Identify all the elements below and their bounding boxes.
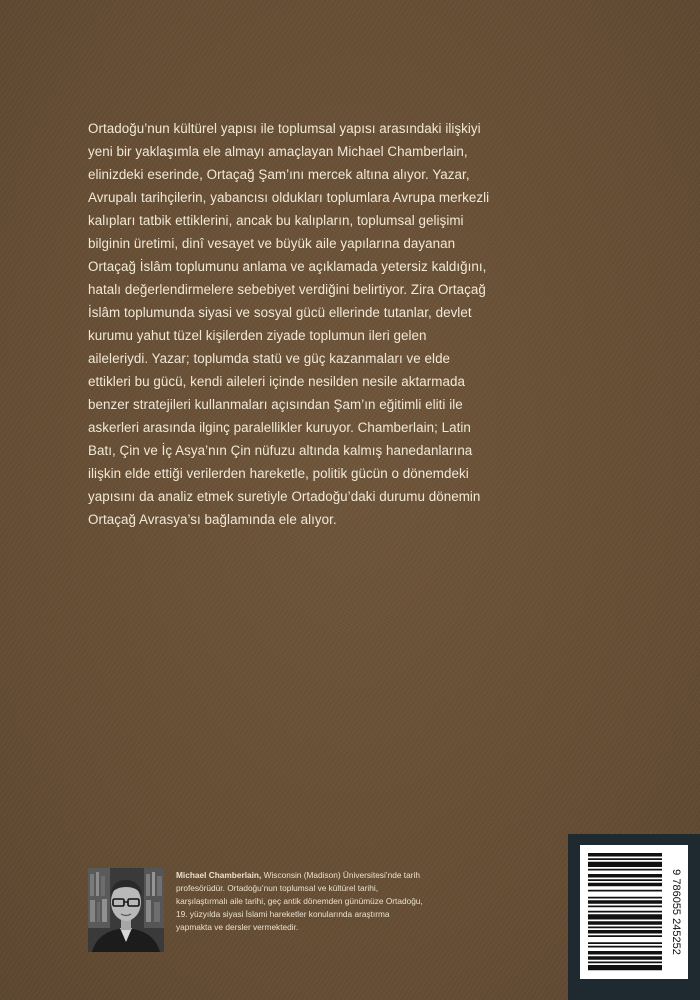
barcode-bar xyxy=(588,965,662,970)
barcode-bar xyxy=(588,927,662,929)
author-bio-line xyxy=(176,869,506,882)
blurb-line: aileleriydi. Yazar; toplumda statü ve güç kazanmaları ve elde xyxy=(88,351,451,366)
barcode-bar xyxy=(588,853,662,857)
blurb-line: benzer stratejileri kullanmaları açısından Şam’ın eğitimli eliti ile xyxy=(88,397,463,412)
barcode-bar xyxy=(588,930,662,934)
barcode-bar xyxy=(588,883,662,887)
blurb-line: Ortaçağ İslâm toplumunu anlama ve açıklamada yetersiz kaldığını, xyxy=(88,259,487,274)
barcode-number: 9 786055 245252 xyxy=(670,869,682,955)
barcode-bar xyxy=(588,962,662,964)
barcode-bar xyxy=(588,942,662,944)
author-photo xyxy=(88,868,164,952)
blurb-line: Avrupalı tarihçilerin, yabancısı oldukları toplumlara Avrupa merkezli xyxy=(88,190,490,205)
barcode-bar xyxy=(588,906,662,908)
author-name: Michael Chamberlain, xyxy=(176,870,262,880)
author-bio-line: yapmakta ve dersler vermektedir. xyxy=(176,922,299,932)
barcode-bar xyxy=(588,911,662,913)
back-cover-blurb xyxy=(88,117,618,531)
author-bio-text: Wisconsin (Madison) Üniversitesi’nde tarih xyxy=(261,870,420,880)
blurb-line: kurumu yahut tüzel kişilerden ziyade toplumun ileri gelen xyxy=(88,328,427,343)
blurb-line: bilginin üretimi, dinî vesayet ve büyük aile yapılarına dayanan xyxy=(88,236,456,251)
blurb-line: askerleri arasında ilginç paralellikler kuruyor. Chamberlain; Latin xyxy=(88,420,471,435)
barcode-bar xyxy=(588,858,662,860)
author-bio xyxy=(176,869,506,934)
barcode-bar xyxy=(588,956,662,960)
blurb-line: elinizdeki eserinde, Ortaçağ Şam’ını mercek altına alıyor. Yazar, xyxy=(88,167,470,182)
author-bio-line: karşılaştırmalı aile tarihi, geç antik dönemden günümüze Ortadoğu, xyxy=(176,896,423,906)
barcode-bar xyxy=(588,879,662,881)
barcode-bar xyxy=(588,935,662,937)
barcode-bar xyxy=(588,869,662,871)
blurb-line: yeni bir yaklaşımla ele almayı amaçlayan Michael Chamberlain, xyxy=(88,144,468,159)
blurb-line: İslâm toplumunda siyasi ve sosyal gücü ellerinde tutanlar, devlet xyxy=(88,305,472,320)
blurb-line: hatalı değerlendirmelere sebebiyet verdiğini belirtiyor. Zira Ortaçağ xyxy=(88,282,486,297)
barcode-bar xyxy=(588,874,662,878)
barcode-bar xyxy=(588,890,662,892)
blurb-line: kalıpları tatbik ettiklerini, ancak bu kalıpların, toplumsal gelişimi xyxy=(88,213,464,228)
blurb-line: yapısını da analiz etmek suretiyle Ortadoğu’daki durumu dönemin xyxy=(88,489,481,504)
isbn-barcode xyxy=(580,845,688,979)
barcode-panel xyxy=(568,834,700,1000)
blurb-line: Batı, Çin ve İç Asya’nın Çin nüfuzu altında kalmış hanedanlarına xyxy=(88,443,473,458)
blurb-line: ilişkin elde ettiği verilerden hareketle, politik gücün o dönemdeki xyxy=(88,466,469,481)
author-bio-line: 19. yüzyılda siyasi İslami hareketler konularında araştırma xyxy=(176,909,390,919)
blurb-line: Ortadoğu’nun kültürel yapısı ile toplumsal yapısı arasındaki ilişkiyi xyxy=(88,121,481,136)
barcode-bar xyxy=(588,914,662,919)
barcode-bar xyxy=(588,862,662,867)
barcode-bar xyxy=(588,921,662,925)
barcode-bar xyxy=(588,951,662,955)
barcode-bar xyxy=(588,946,662,948)
blurb-line: Ortaçağ Avrasya’sı bağlamında ele alıyor. xyxy=(88,512,337,527)
author-bio-line: profesörüdür. Ortadoğu’nun toplumsal ve kültürel tarihi, xyxy=(176,883,379,893)
barcode-bar xyxy=(588,900,662,904)
barcode-bar xyxy=(588,897,662,899)
blurb-line: ettikleri bu gücü, kendi aileleri içinde nesilden nesile aktarmada xyxy=(88,374,465,389)
